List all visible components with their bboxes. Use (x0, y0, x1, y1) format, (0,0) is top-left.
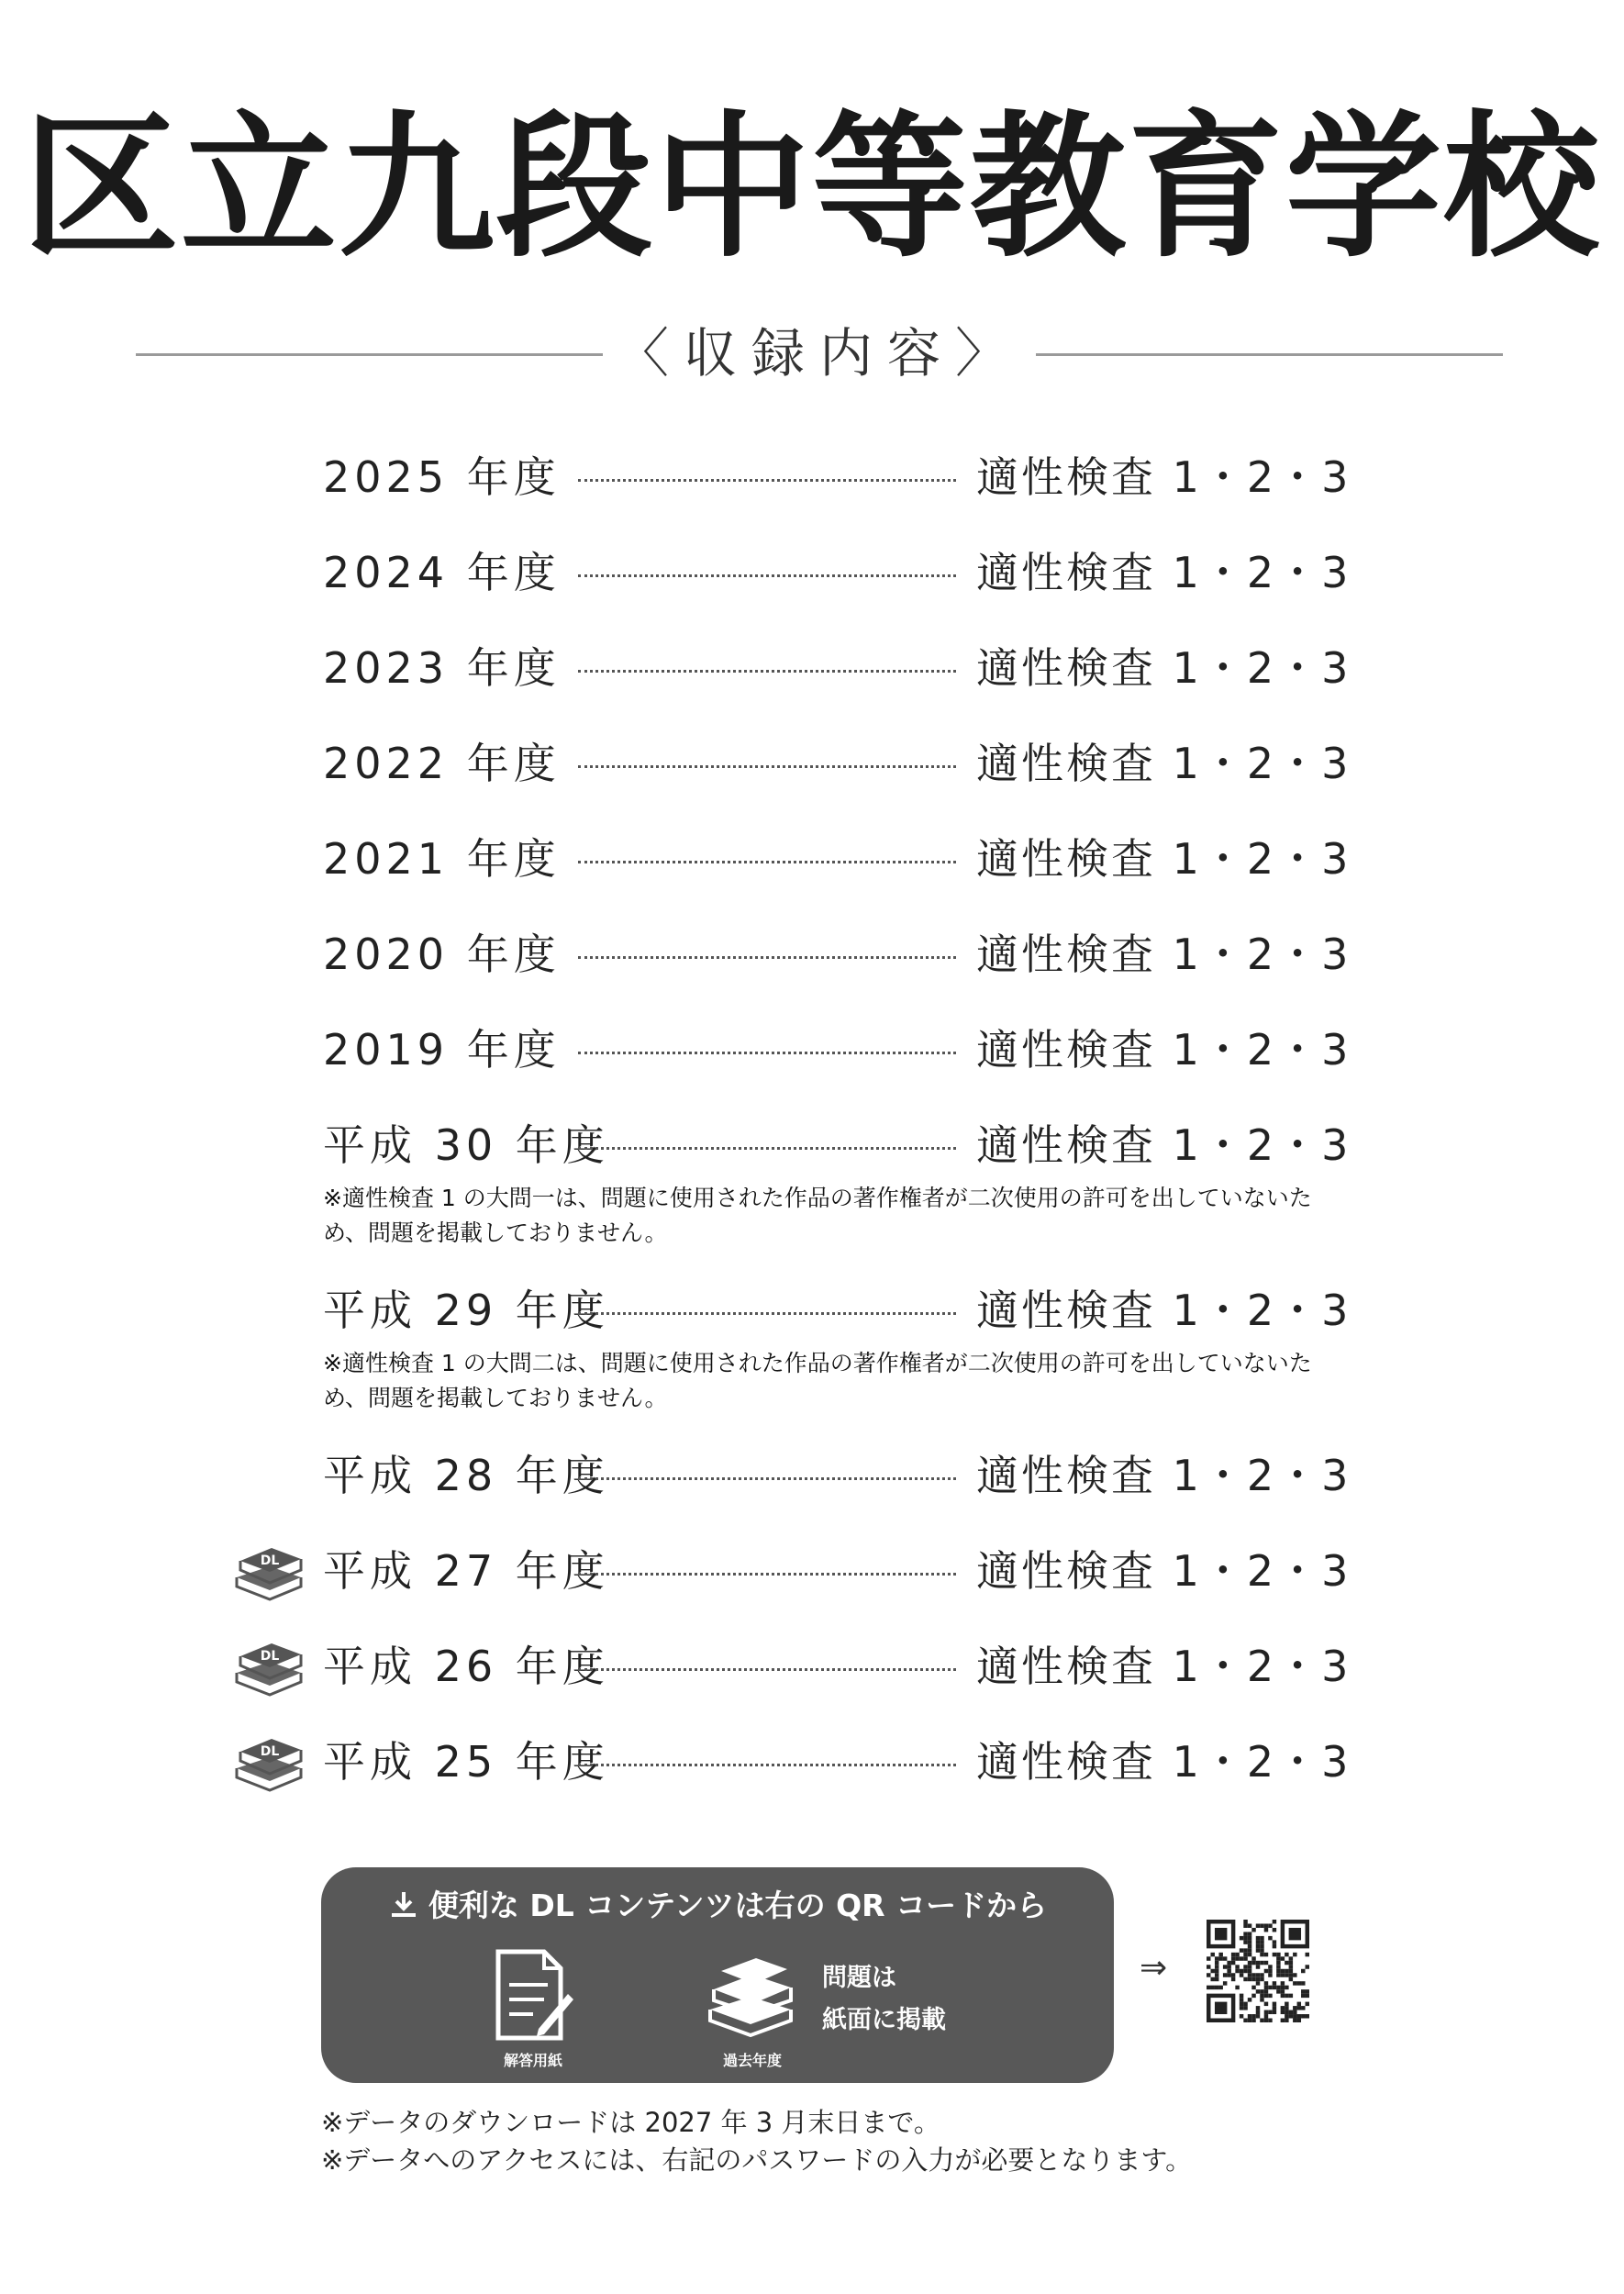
contents-row (0, 922, 1624, 1018)
exam-label: 適性検査 1・2・3 (976, 1451, 1351, 1500)
year-label: 2019 年度 (323, 1025, 561, 1075)
page-title: 区立九段中等教育学校 (22, 97, 1601, 279)
dot-leader (578, 1147, 956, 1150)
dl-content-banner (321, 1867, 1114, 2083)
dot-leader (578, 1764, 956, 1766)
copyright-note: ※適性検査 1 の大問一は、問題に使用された作品の著作権者が二次使用の許可を出していないため、問題を掲載しておりません。 (323, 1185, 1312, 1246)
paper-note-line2: 紙面に掲載 (822, 2006, 946, 2034)
dot-leader (578, 765, 956, 768)
exam-label: 適性検査 1・2・3 (976, 643, 1351, 693)
section-heading (136, 317, 1503, 390)
contents-row (0, 731, 1624, 827)
year-label: 平成 30 年度 (323, 1120, 609, 1170)
dl-book-icon (233, 1541, 305, 1601)
contents-row (0, 1730, 1624, 1825)
contents-row (0, 1018, 1624, 1113)
past-papers-icon (705, 1954, 796, 2042)
past-papers-label: 過去年度 (722, 2052, 782, 2069)
exam-label: 適性検査 1・2・3 (976, 834, 1351, 884)
dl-book-icon (233, 1636, 305, 1697)
year-label: 2025 年度 (323, 452, 561, 502)
contents-row (0, 445, 1624, 540)
dl-book-icon (233, 1732, 305, 1792)
year-label: 平成 29 年度 (323, 1286, 609, 1335)
year-label: 平成 26 年度 (323, 1642, 609, 1691)
copyright-note: ※適性検査 1 の大問二は、問題に使用された作品の著作権者が二次使用の許可を出していないため、問題を掲載しておりません。 (323, 1350, 1312, 1411)
dot-leader (578, 1573, 956, 1576)
footnotes (321, 2104, 1192, 2179)
paper-note-line1: 問題は (822, 1964, 896, 1992)
contents-row (0, 1443, 1624, 1539)
exam-label: 適性検査 1・2・3 (976, 548, 1351, 597)
answer-sheet-label: 解答用紙 (503, 2052, 562, 2069)
dot-leader (578, 1312, 956, 1315)
dot-leader (578, 574, 956, 577)
exam-label: 適性検査 1・2・3 (976, 1642, 1351, 1691)
arrow-symbol: ⇒ (1140, 1949, 1168, 1987)
contents-row (0, 1539, 1624, 1634)
dot-leader (578, 861, 956, 863)
contents-heading: 〈収録内容〉 (603, 317, 1036, 390)
dl-icon-text: DL (260, 1649, 280, 1664)
exam-label: 適性検査 1・2・3 (976, 1025, 1351, 1075)
year-label: 平成 28 年度 (323, 1451, 609, 1500)
dot-leader (578, 479, 956, 482)
banner-heading-text: 便利な DL コンテンツは右の QR コードから (428, 1888, 1048, 1923)
contents-row (0, 1113, 1624, 1278)
dot-leader (578, 956, 956, 959)
dl-icon-text: DL (260, 1553, 280, 1568)
dot-leader (578, 670, 956, 673)
exam-label: 適性検査 1・2・3 (976, 452, 1351, 502)
contents-row (0, 636, 1624, 731)
dl-icon-text: DL (260, 1744, 280, 1759)
download-icon (388, 1889, 419, 1921)
contents-row (0, 827, 1624, 922)
exam-label: 適性検査 1・2・3 (976, 1737, 1351, 1787)
exam-label: 適性検査 1・2・3 (976, 930, 1351, 979)
year-label: 2023 年度 (323, 643, 561, 693)
dot-leader (578, 1668, 956, 1671)
footnote-password: ※データへのアクセスには、右記のパスワードの入力が必要となります。 (321, 2144, 1193, 2176)
paper-note (822, 1957, 946, 2042)
year-label: 2020 年度 (323, 930, 561, 979)
contents-row (0, 540, 1624, 636)
answer-sheet-icon (491, 1948, 573, 2043)
exam-label: 適性検査 1・2・3 (976, 1286, 1351, 1335)
dot-leader (578, 1477, 956, 1480)
dot-leader (578, 1052, 956, 1054)
footnote-download-period: ※データのダウンロードは 2027 年 3 月末日まで。 (321, 2107, 940, 2138)
year-label: 2022 年度 (323, 739, 561, 788)
exam-label: 適性検査 1・2・3 (976, 1120, 1351, 1170)
year-label: 平成 27 年度 (323, 1546, 609, 1596)
exam-label: 適性検査 1・2・3 (976, 1546, 1351, 1596)
year-label: 2024 年度 (323, 548, 561, 597)
year-label: 2021 年度 (323, 834, 561, 884)
exam-label: 適性検査 1・2・3 (976, 739, 1351, 788)
banner-heading (321, 1882, 1114, 1925)
contents-row (0, 1634, 1624, 1730)
contents-list (0, 445, 1624, 1825)
contents-row (0, 1278, 1624, 1443)
qr-code[interactable] (1207, 1920, 1309, 2022)
year-label: 平成 25 年度 (323, 1737, 609, 1787)
